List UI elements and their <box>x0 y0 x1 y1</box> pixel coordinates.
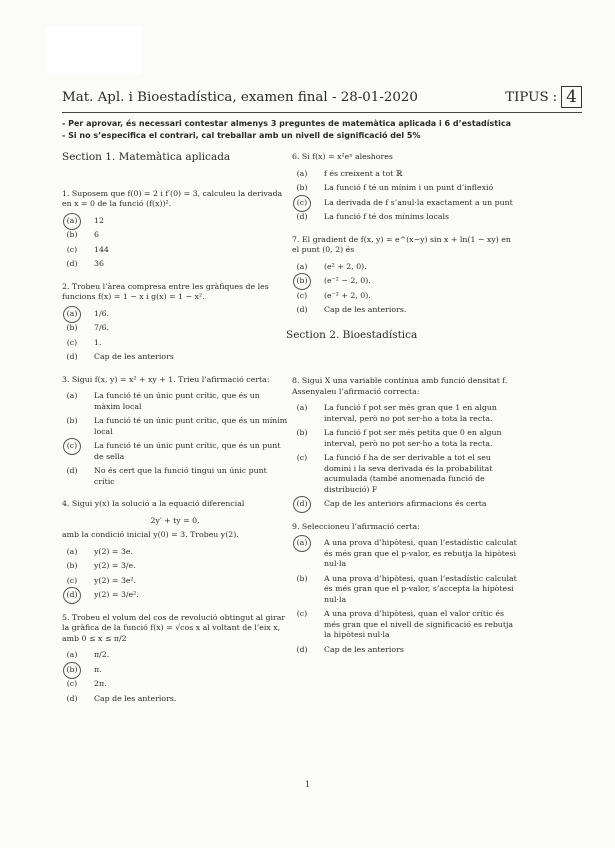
question <box>292 235 520 316</box>
option-letter: (d) <box>296 305 308 314</box>
option-letter: (a) <box>66 546 78 556</box>
option-letter: (a) <box>62 216 82 227</box>
option-text: La derivada de f s’anul·la exactament a un punt <box>324 197 513 207</box>
question-stem: 2. Trobeu l’àrea compresa entre les gràfiques de les funcions f(x) = 1 − x i g(x) = 1 − x². <box>62 281 269 301</box>
option[interactable] <box>292 276 520 287</box>
question <box>292 152 520 223</box>
exam-header <box>62 86 582 142</box>
option-text: La funció té un únic punt crític, que és un màxim local <box>94 391 260 411</box>
option[interactable] <box>62 590 288 601</box>
option-letter: (b) <box>66 561 78 570</box>
option-letter: (d) <box>66 352 78 361</box>
option-text: Cap de les anteriors. <box>94 693 177 703</box>
option-text: A una prova d’hipòtesi, quan l’estadístic calculat és més gran que el p-valor, s’accepta la hipòtesi nul·la <box>324 573 517 604</box>
instruction-2: - Si no s’especifica el contrari, cal treballar amb un nivell de significació del 5% <box>62 131 421 140</box>
option[interactable] <box>62 230 288 241</box>
option-letter: (d) <box>296 212 308 221</box>
option[interactable] <box>62 352 288 363</box>
option[interactable] <box>292 183 520 194</box>
question-stem: 7. El gradient de f(x, y) = e^(x−y) sin x + ln(1 − xy) en el punt (0, 2) és <box>292 234 511 254</box>
option-letter: (c) <box>66 337 78 347</box>
tipus-label: TIPUS <box>505 89 549 105</box>
question-stem: 1. Suposem que f(0) = 2 i f′(0) = 3, calculeu la derivada en x = 0 de la funció (f(x))². <box>62 188 283 208</box>
option[interactable] <box>292 453 520 495</box>
option-letter: (b) <box>296 183 308 192</box>
option[interactable] <box>292 574 520 606</box>
option[interactable] <box>62 665 288 676</box>
option-letter: (a) <box>296 168 308 178</box>
option-letter: (d) <box>292 499 312 510</box>
option-text: La funció f té dos mínims locals <box>324 212 449 221</box>
option-letter: (c) <box>66 679 78 688</box>
option-text: Cap de les anteriors <box>324 644 404 654</box>
question-stem: 8. Sigui X una variable contínua amb funció densitat f. Assenyaleu l’afirmació correcta: <box>292 376 508 396</box>
option[interactable] <box>62 309 288 320</box>
option-letter: (b) <box>292 276 312 287</box>
option[interactable] <box>292 262 520 273</box>
option-text: 6 <box>94 230 99 239</box>
option-text: 1. <box>94 337 102 347</box>
option[interactable] <box>62 576 288 587</box>
question-stem: 3. Sigui f(x, y) = x² + xy + 1. Trieu l’afirmació certa: <box>62 374 270 384</box>
option-letter: (b) <box>296 573 308 583</box>
question <box>62 189 288 270</box>
question <box>62 375 288 488</box>
option-text: Cap de les anteriors afirmacions és certa <box>324 499 487 508</box>
option-letter: (c) <box>62 441 82 452</box>
section-title: Section 2. Bioestadística <box>286 328 418 341</box>
option-text: La funció f pot ser més petita que 0 en algun interval, però no pot ser-ho a tota la recta. <box>324 428 502 448</box>
question-stem: 9. Seleccioneu l’afirmació certa: <box>292 521 420 531</box>
option-letter: (d) <box>66 693 78 703</box>
option[interactable] <box>62 441 288 462</box>
option-text: 7/6. <box>94 323 110 332</box>
tipus-value: 4 <box>561 86 582 108</box>
question <box>62 499 288 601</box>
question <box>62 282 288 363</box>
option-text: A una prova d’hipòtesi, quan l’estadístic calculat és més gran que el p-valor, es rebutja la hipòtesi nul·la <box>324 538 517 568</box>
option-letter: (a) <box>62 309 82 320</box>
option[interactable] <box>292 428 520 449</box>
option-text: Cap de les anteriors <box>94 352 174 361</box>
option-letter: (d) <box>296 644 308 654</box>
option[interactable] <box>292 212 520 223</box>
question <box>292 522 520 656</box>
option-text: (e⁻² − 2, 0). <box>324 276 371 285</box>
redacted-area <box>46 26 142 74</box>
option-text: f és creixent a tot ℝ <box>324 168 403 178</box>
option-letter: (c) <box>66 575 78 585</box>
option[interactable] <box>62 561 288 572</box>
option-letter: (d) <box>66 259 78 268</box>
option[interactable] <box>292 645 520 656</box>
option-text: y(2) = 3e². <box>94 575 137 585</box>
question-equation: 2y′ + ty = 0, <box>150 515 200 525</box>
instruction-1: - Per aprovar, és necessari contestar almenys 3 preguntes de matemàtica aplicada i 6 d’estadística <box>62 119 511 128</box>
option-letter: (b) <box>296 428 308 437</box>
option[interactable] <box>62 466 288 487</box>
option-text: y(2) = 3/e². <box>94 590 139 599</box>
option[interactable] <box>292 403 520 424</box>
option-letter: (a) <box>292 538 312 549</box>
question-stem-continued: amb la condició inicial y(0) = 3. Trobeu y(2). <box>62 530 239 539</box>
section-title: Section 1. Matemàtica aplicada <box>62 151 231 163</box>
option-letter: (d) <box>62 590 82 601</box>
option-text: No és cert que la funció tingui un únic punt crític <box>94 466 267 486</box>
option-letter: (d) <box>66 466 78 475</box>
option-text: A una prova d’hipòtesi, quan el valor crític és més gran que el nivell de significació es rebutja la hipòtesi nul·la <box>324 609 514 639</box>
option-text: y(2) = 3e. <box>94 546 133 556</box>
option[interactable] <box>62 416 288 437</box>
option[interactable] <box>292 305 520 316</box>
option-letter: (c) <box>66 244 78 254</box>
option[interactable] <box>292 198 520 209</box>
option-text: π. <box>94 664 102 674</box>
question <box>292 376 520 510</box>
option-letter: (c) <box>296 453 308 462</box>
option-text: La funció f pot ser més gran que 1 en algun interval, però no pot ser-ho a tota la recta. <box>324 403 497 423</box>
option-text: 1/6. <box>94 308 110 318</box>
option[interactable] <box>62 245 288 256</box>
option[interactable] <box>62 259 288 270</box>
option-text: 144 <box>94 244 109 254</box>
option[interactable] <box>292 291 520 302</box>
option-letter: (b) <box>66 323 78 332</box>
option-letter: (a) <box>296 403 308 412</box>
option-text: (e⁻² + 2, 0). <box>324 290 371 300</box>
option-text: La funció f té un mínim i un punt d’inflexió <box>324 183 494 192</box>
option[interactable] <box>62 216 288 227</box>
option-text: (e² + 2, 0). <box>324 261 367 271</box>
option[interactable] <box>62 679 288 690</box>
option-text: La funció f ha de ser derivable a tot el seu domini i la seva derivada és la probabilitat acumulada (també anomenada funció de distribució) F <box>324 453 493 494</box>
option-letter: (b) <box>62 665 82 676</box>
header-rule <box>62 112 582 113</box>
option[interactable] <box>62 338 288 349</box>
question-stem: 6. Si f(x) = x²eˣ aleshores <box>292 152 393 161</box>
option-text: 36 <box>94 259 104 268</box>
right-column <box>286 152 520 667</box>
question-stem: 4. Sigui y(x) la solució a la equació diferencial <box>62 499 245 508</box>
option-letter: (a) <box>66 391 78 400</box>
option[interactable] <box>62 547 288 558</box>
option[interactable] <box>62 650 288 661</box>
option-text: π/2. <box>94 650 110 659</box>
option-letter: (c) <box>296 290 308 300</box>
option[interactable] <box>292 169 520 180</box>
option-letter: (b) <box>66 416 78 425</box>
left-column <box>62 152 288 716</box>
question <box>62 613 288 705</box>
option-letter: (c) <box>296 609 308 618</box>
option-text: La funció té un únic punt crític, que és un mínim local <box>94 416 288 436</box>
option[interactable] <box>292 499 520 510</box>
option-text: Cap de les anteriors. <box>324 305 407 314</box>
question-stem: 5. Trobeu el volum del cos de revolució obtingut al girar la gràfica de la funció f(x) = √cos x al voltant de l’eix x, amb 0 ≤ x ≤ π/2 <box>62 612 286 643</box>
title-row <box>62 86 582 108</box>
exam-title: Mat. Apl. i Bioestadística, examen final - 28-01-2020 <box>62 89 418 105</box>
option-letter: (a) <box>66 650 78 659</box>
option-letter: (c) <box>292 198 312 209</box>
option-letter: (a) <box>296 261 308 271</box>
option-text: La funció té un únic punt crític, que és un punt de sella <box>94 441 281 461</box>
tipus: TIPUS : 4 <box>505 86 582 108</box>
option-text: y(2) = 3/e. <box>94 561 136 570</box>
option[interactable] <box>292 538 520 570</box>
option-letter: (b) <box>66 230 78 239</box>
option[interactable] <box>62 323 288 334</box>
page-number: 1 <box>304 780 311 789</box>
option-text: 12 <box>94 215 104 225</box>
option[interactable] <box>292 609 520 641</box>
option-text: 2π. <box>94 679 107 688</box>
option[interactable] <box>62 391 288 412</box>
option[interactable] <box>62 694 288 705</box>
